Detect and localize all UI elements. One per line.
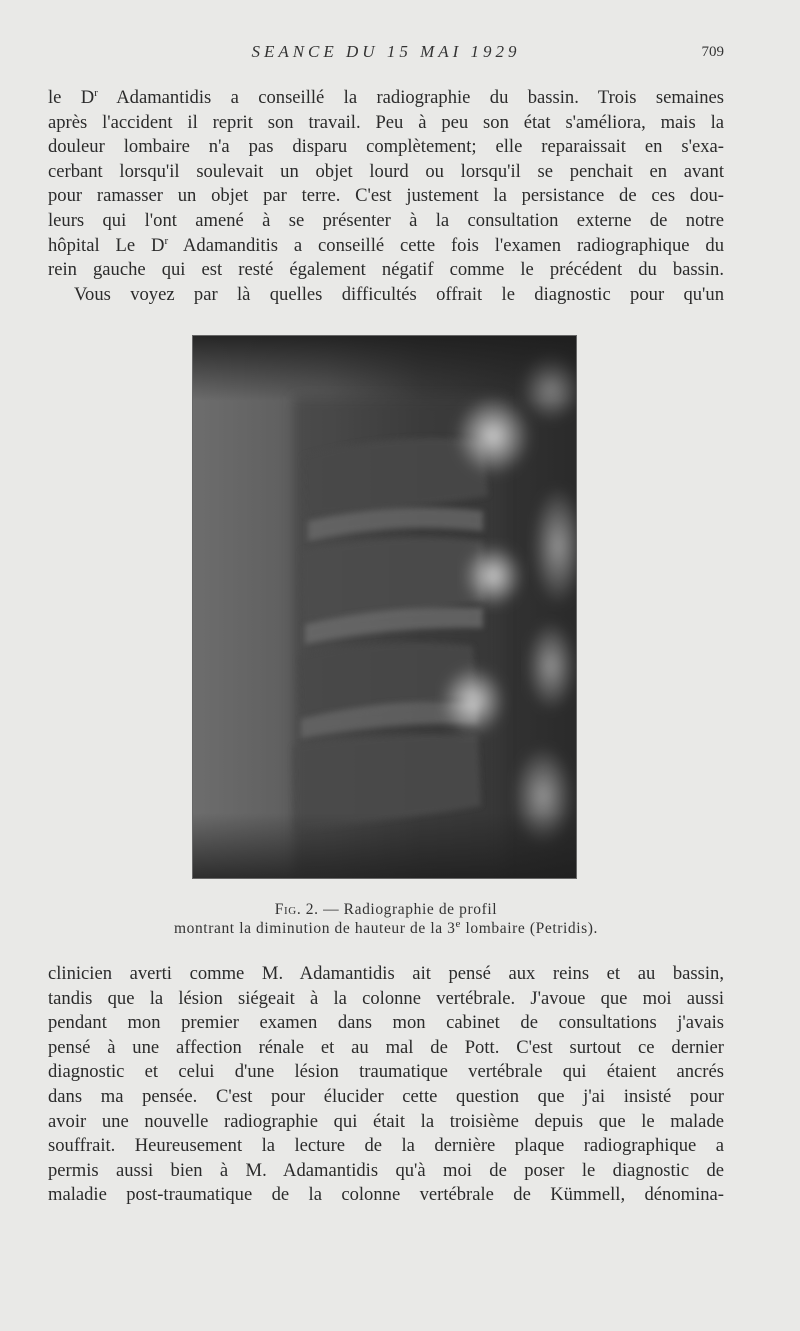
running-head (48, 42, 724, 66)
text-line: permis aussi bien à M. Adamantidis qu'à moi de poser le diagnostic de (48, 1159, 724, 1181)
text-line: pour ramasser un objet par terre. C'est justement la persistance de ces dou- (48, 185, 724, 207)
caption-text: — Radiographie de profil (318, 901, 498, 918)
text-line: le $D^r$ Adamantidis a conseillé la radiographie du bassin. Trois semaines (48, 86, 725, 108)
radiograph-image (193, 336, 576, 878)
page-number: 709 (701, 44, 724, 60)
text-line: leurs qui l'ont amené à se présenter à la consultation externe de notre (48, 209, 724, 231)
figure-caption-line-1 (48, 900, 724, 919)
text-line: dans ma pensée. C'est pour élucider cette question que j'ai insisté pour (48, 1085, 724, 1107)
text-line: après l'accident il reprit son travail. Peu à peu son état s'améliora, mais la (48, 111, 724, 133)
text-line: avoir une nouvelle radiographie qui était la troisième depuis que le malade (48, 1110, 724, 1132)
figure-caption-line-2: montrant la diminution de hauteur de la 3e lombaire (Petridis). (173, 917, 599, 937)
text-line: pendant mon premier examen dans mon cabinet de consultations j'avais (48, 1012, 724, 1034)
text-line: maladie post-traumatique de la colonne vertébrale de Kümmell, dénomina- (48, 1184, 724, 1206)
text-line: douleur lombaire n'a pas disparu complètement; elle reparaissait en s'exa- (48, 136, 724, 158)
text-line: diagnostic et celui d'une lésion traumatique vertébrale qui étaient ancrés (48, 1061, 724, 1083)
paragraph-bottom (48, 962, 724, 1208)
text-line: hôpital Le $D^r$ Adamanditis a conseillé cette fois l'examen radiographique du (48, 234, 724, 256)
text-line: clinicien averti comme M. Adamantidis ait pensé aux reins et au bassin, (48, 963, 724, 984)
running-title: SEANCE DU 15 MAI 1929 (251, 42, 521, 61)
text-line: tandis que la lésion siégeait à la colonne vertébrale. J'avoue que moi aussi (48, 987, 724, 1009)
text-line: souffrait. Heureusement la lecture de la dernière plaque radiographique a (48, 1135, 724, 1157)
paragraph-top (48, 86, 724, 307)
text-line: rein gauche qui est resté également négatif comme le précédent du bassin. (48, 259, 724, 281)
radiograph-figure (193, 336, 576, 878)
figure-label: Fig. 2. (274, 901, 319, 918)
text-line: pensé à une affection rénale et au mal de Pott. C'est surtout ce dernier (48, 1036, 724, 1058)
text-line: Vous voyez par là quelles difficultés offrait le diagnostic pour qu'un (74, 283, 724, 305)
text-line: cerbant lorsqu'il soulevait un objet lourd ou lorsqu'il se penchait en avant (48, 160, 724, 182)
